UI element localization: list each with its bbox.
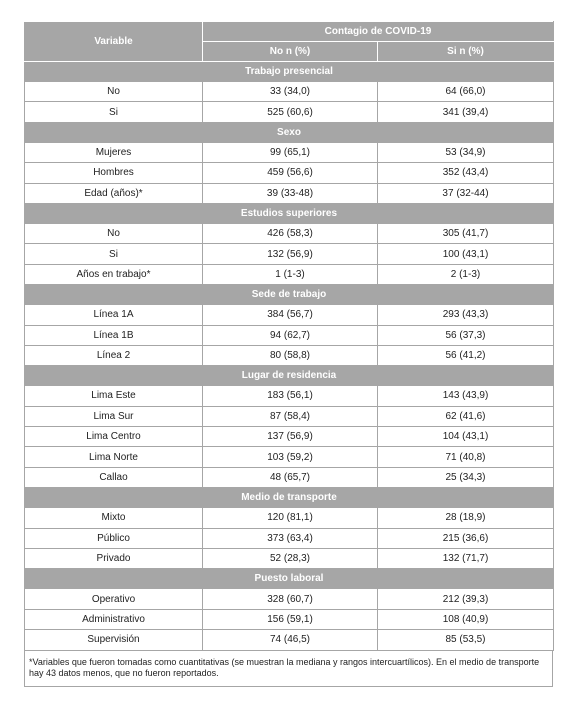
row-value-si: 64 (66,0) (378, 82, 554, 102)
row-value-no: 132 (56,9) (203, 244, 378, 264)
row-variable: Mujeres (25, 142, 203, 162)
row-variable: Línea 1A (25, 305, 203, 325)
table-row (25, 325, 554, 345)
row-variable: Administrativo (25, 609, 203, 629)
table-row (25, 508, 554, 528)
row-value-no: 525 (60,6) (203, 102, 378, 122)
section-title: Estudios superiores (25, 203, 554, 223)
table-row (25, 82, 554, 102)
row-value-no: 87 (58,4) (203, 406, 378, 426)
row-variable: Línea 1B (25, 325, 203, 345)
row-variable: Mixto (25, 508, 203, 528)
header-col-no: No n (%) (203, 42, 378, 62)
table-row (25, 142, 554, 162)
row-value-si: 100 (43,1) (378, 244, 554, 264)
row-value-si: 85 (53,5) (378, 630, 554, 650)
row-variable: Supervisión (25, 630, 203, 650)
row-value-no: 103 (59,2) (203, 447, 378, 467)
row-value-no: 384 (56,7) (203, 305, 378, 325)
section-header (25, 569, 554, 589)
row-value-no: 459 (56,6) (203, 163, 378, 183)
row-value-si: 352 (43,4) (378, 163, 554, 183)
table-row (25, 305, 554, 325)
row-variable: Operativo (25, 589, 203, 609)
row-value-si: 143 (43,9) (378, 386, 554, 406)
section-title: Puesto laboral (25, 569, 554, 589)
row-value-si: 62 (41,6) (378, 406, 554, 426)
row-value-si: 293 (43,3) (378, 305, 554, 325)
row-value-si: 37 (32-44) (378, 183, 554, 203)
header-group: Contagio de COVID-19 (203, 22, 554, 42)
row-value-no: 426 (58,3) (203, 223, 378, 243)
row-value-no: 33 (34,0) (203, 82, 378, 102)
section-title: Sede de trabajo (25, 285, 554, 305)
table-row (25, 163, 554, 183)
row-value-si: 71 (40,8) (378, 447, 554, 467)
row-value-si: 56 (41,2) (378, 345, 554, 365)
table-row (25, 183, 554, 203)
header-variable: Variable (25, 22, 203, 62)
section-title: Sexo (25, 122, 554, 142)
row-variable: Línea 2 (25, 345, 203, 365)
row-value-si: 25 (34,3) (378, 467, 554, 487)
table-row (25, 589, 554, 609)
row-variable: Lima Este (25, 386, 203, 406)
table-row (25, 244, 554, 264)
row-variable: Lima Norte (25, 447, 203, 467)
row-value-si: 212 (39,3) (378, 589, 554, 609)
row-variable: Hombres (25, 163, 203, 183)
section-header (25, 62, 554, 82)
table-row (25, 467, 554, 487)
table-header (25, 22, 554, 62)
row-value-si: 28 (18,9) (378, 508, 554, 528)
section-title: Lugar de residencia (25, 366, 554, 386)
row-variable: No (25, 82, 203, 102)
row-value-si: 341 (39,4) (378, 102, 554, 122)
header-col-si: Si n (%) (378, 42, 554, 62)
row-value-no: 99 (65,1) (203, 142, 378, 162)
row-value-no: 80 (58,8) (203, 345, 378, 365)
row-value-no: 48 (65,7) (203, 467, 378, 487)
row-value-si: 305 (41,7) (378, 223, 554, 243)
row-value-no: 328 (60,7) (203, 589, 378, 609)
row-value-no: 39 (33-48) (203, 183, 378, 203)
row-value-no: 183 (56,1) (203, 386, 378, 406)
row-value-si: 56 (37,3) (378, 325, 554, 345)
table-row (25, 528, 554, 548)
section-header (25, 488, 554, 508)
row-value-no: 120 (81,1) (203, 508, 378, 528)
table-body (25, 62, 554, 651)
row-value-si: 53 (34,9) (378, 142, 554, 162)
table-row (25, 427, 554, 447)
row-variable: Lima Sur (25, 406, 203, 426)
row-variable: Lima Centro (25, 427, 203, 447)
row-value-si: 215 (36,6) (378, 528, 554, 548)
row-value-no: 52 (28,3) (203, 549, 378, 569)
table-row (25, 102, 554, 122)
row-value-no: 137 (56,9) (203, 427, 378, 447)
row-value-si: 104 (43,1) (378, 427, 554, 447)
table-row (25, 630, 554, 650)
table-row (25, 386, 554, 406)
row-variable: Si (25, 102, 203, 122)
section-title: Medio de transporte (25, 488, 554, 508)
table-row (25, 549, 554, 569)
table-row (25, 345, 554, 365)
row-value-no: 74 (46,5) (203, 630, 378, 650)
row-variable: No (25, 223, 203, 243)
row-variable: Privado (25, 549, 203, 569)
section-header (25, 122, 554, 142)
row-variable: Callao (25, 467, 203, 487)
row-variable: Público (25, 528, 203, 548)
table-container (24, 21, 553, 687)
table-row (25, 447, 554, 467)
table-row (25, 609, 554, 629)
row-value-si: 132 (71,7) (378, 549, 554, 569)
section-header (25, 203, 554, 223)
row-variable: Si (25, 244, 203, 264)
row-value-no: 1 (1-3) (203, 264, 378, 284)
row-variable: Años en trabajo* (25, 264, 203, 284)
footnote: *Variables que fueron tomadas como cuantitativas (se muestran la mediana y rangos intercuartílicos). En el medio de transporte hay 43 datos menos, que no fueron reportados. (24, 651, 553, 687)
table-row (25, 406, 554, 426)
row-value-no: 373 (63,4) (203, 528, 378, 548)
row-variable: Edad (años)* (25, 183, 203, 203)
row-value-si: 108 (40,9) (378, 609, 554, 629)
table-row (25, 264, 554, 284)
section-header (25, 285, 554, 305)
table-row (25, 223, 554, 243)
row-value-no: 94 (62,7) (203, 325, 378, 345)
row-value-no: 156 (59,1) (203, 609, 378, 629)
section-title: Trabajo presencial (25, 62, 554, 82)
section-header (25, 366, 554, 386)
covid-table (24, 21, 554, 651)
row-value-si: 2 (1-3) (378, 264, 554, 284)
